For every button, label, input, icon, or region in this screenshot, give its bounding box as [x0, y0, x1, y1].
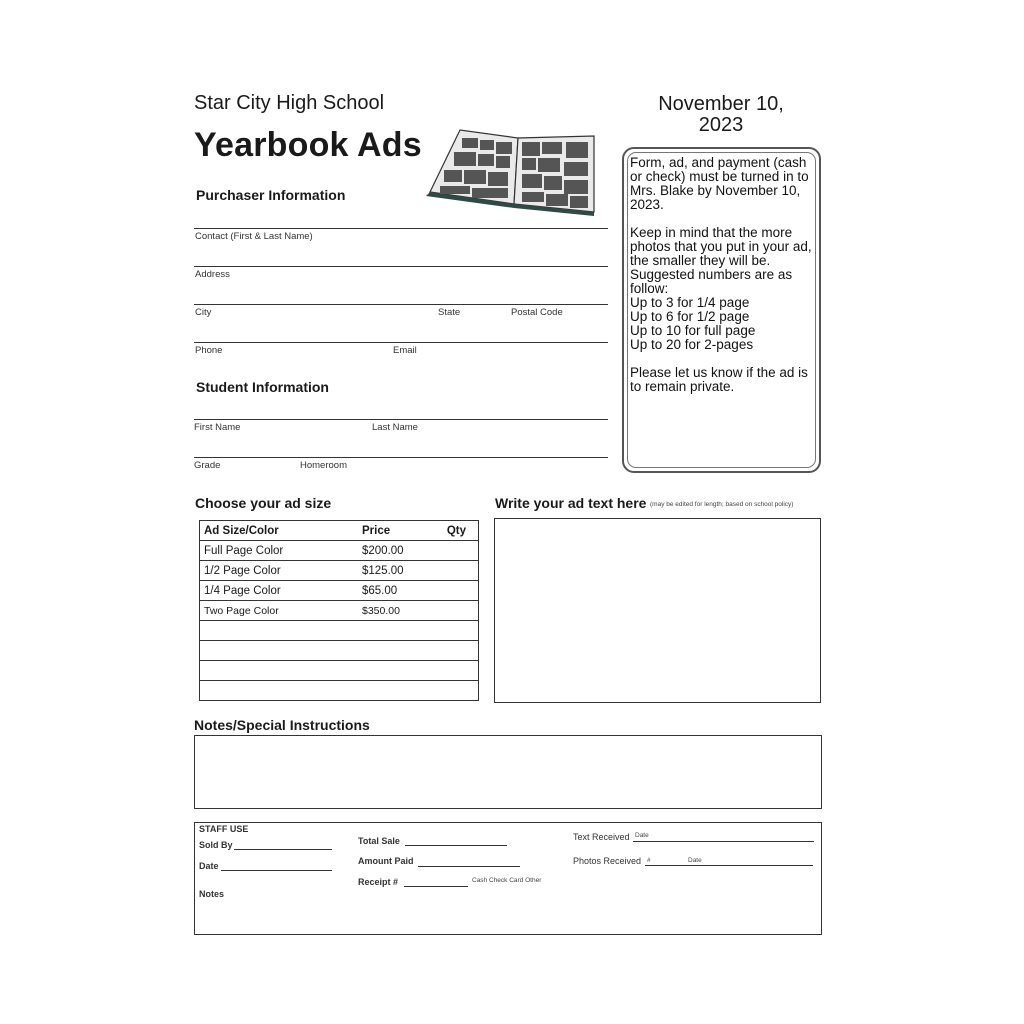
ad-size-cell: 1/2 Page Color: [200, 561, 359, 581]
staff-notes-label: Notes: [199, 889, 225, 899]
sold-by-line[interactable]: [234, 849, 332, 850]
instructions-box: [622, 147, 821, 473]
city-state-postal-line[interactable]: [194, 304, 608, 305]
student-name-line[interactable]: [194, 419, 608, 420]
col-price-header: Price: [358, 521, 436, 541]
staff-use-title: STAFF USE: [199, 824, 249, 834]
price-cell: $125.00: [358, 561, 436, 581]
total-sale-label: Total Sale: [358, 836, 400, 846]
grade-label: Grade: [194, 460, 221, 471]
contact-label: Contact (First & Last Name): [195, 231, 313, 242]
first-name-label: First Name: [194, 422, 241, 433]
purchaser-heading: Purchaser Information: [196, 187, 346, 203]
instructions-text: [630, 156, 819, 394]
ad-size-cell: 1/4 Page Color: [200, 581, 359, 601]
col-qty-header: Qty: [436, 521, 479, 541]
price-cell: $200.00: [358, 541, 436, 561]
payment-methods: Cash Check Card Other: [472, 877, 542, 884]
phone-label: Phone: [195, 345, 223, 356]
student-heading: Student Information: [196, 379, 329, 395]
instructions-deadline: Form, ad, and payment (cash or check) must be turned in to Mrs. Blake by November 10, 2023.: [630, 155, 809, 212]
state-label: State: [438, 307, 461, 318]
contact-line[interactable]: [194, 228, 608, 229]
ad-text-box[interactable]: [494, 518, 821, 703]
table-header-row: [200, 521, 479, 541]
deadline-date: [622, 94, 820, 136]
city-label: City: [195, 307, 212, 318]
ad-size-cell: Two Page Color: [200, 601, 359, 621]
amount-paid-label: Amount Paid: [358, 856, 414, 866]
receipt-line[interactable]: [404, 886, 468, 887]
yearbook-photo-illustration: [422, 124, 598, 216]
ad-text-note: (may be edited for length; based on school policy): [650, 501, 794, 508]
suggestion-1: Up to 3 for 1/4 page: [630, 295, 750, 310]
phone-email-line[interactable]: [194, 342, 608, 343]
instructions-private: Please let us know if the ad is to remain private.: [630, 365, 808, 394]
postal-code-label: Postal Code: [511, 307, 563, 318]
staff-date-line[interactable]: [221, 870, 332, 871]
table-row[interactable]: [200, 641, 479, 661]
table-row[interactable]: [200, 661, 479, 681]
instructions-photos: Keep in mind that the more photos that you put in your ad, the smaller they will be. Suggested numbers are as follow:: [630, 225, 812, 296]
grade-homeroom-line[interactable]: [194, 457, 608, 458]
col-size-header: Ad Size/Color: [200, 521, 359, 541]
photos-date-label: Date: [688, 857, 702, 864]
ad-size-cell: Full Page Color: [200, 541, 359, 561]
qty-cell[interactable]: [436, 601, 479, 621]
table-row[interactable]: [200, 581, 479, 601]
page-title: Yearbook Ads: [194, 126, 422, 164]
ad-size-heading: Choose your ad size: [195, 495, 332, 511]
table-row[interactable]: [200, 601, 479, 621]
address-line[interactable]: [194, 266, 608, 267]
table-row[interactable]: [200, 541, 479, 561]
photos-count-label: #: [647, 857, 651, 864]
email-label: Email: [393, 345, 417, 356]
last-name-label: Last Name: [372, 422, 418, 433]
total-sale-line[interactable]: [405, 845, 507, 846]
special-instructions-heading: Notes/Special Instructions: [194, 717, 370, 733]
receipt-label: Receipt #: [358, 877, 399, 887]
school-name: Star City High School: [194, 92, 385, 114]
ad-text-heading: Write your ad text here: [495, 495, 647, 511]
deadline-line-2: 2023: [698, 114, 744, 136]
sold-by-label: Sold By: [199, 840, 233, 850]
special-instructions-box[interactable]: [194, 735, 822, 809]
table-row[interactable]: [200, 681, 479, 701]
text-received-label: Text Received: [573, 832, 630, 842]
suggestion-2: Up to 6 for 1/2 page: [630, 309, 750, 324]
suggestion-3: Up to 10 for full page: [630, 323, 756, 338]
photos-received-label: Photos Received: [573, 856, 642, 866]
table-row[interactable]: [200, 561, 479, 581]
table-row[interactable]: [200, 621, 479, 641]
homeroom-label: Homeroom: [300, 460, 347, 471]
price-cell: $350.00: [358, 601, 436, 621]
text-received-date-label: Date: [635, 832, 649, 839]
price-cell: $65.00: [358, 581, 436, 601]
ad-size-table: [199, 520, 479, 701]
text-received-line[interactable]: [633, 841, 814, 842]
qty-cell[interactable]: [436, 541, 479, 561]
amount-paid-line[interactable]: [418, 866, 520, 867]
staff-date-label: Date: [199, 861, 219, 871]
address-label: Address: [195, 269, 230, 280]
qty-cell[interactable]: [436, 561, 479, 581]
qty-cell[interactable]: [436, 581, 479, 601]
photos-received-line[interactable]: [645, 865, 813, 866]
suggestion-4: Up to 20 for 2-pages: [630, 337, 754, 352]
deadline-line-1: November 10,: [658, 93, 784, 115]
